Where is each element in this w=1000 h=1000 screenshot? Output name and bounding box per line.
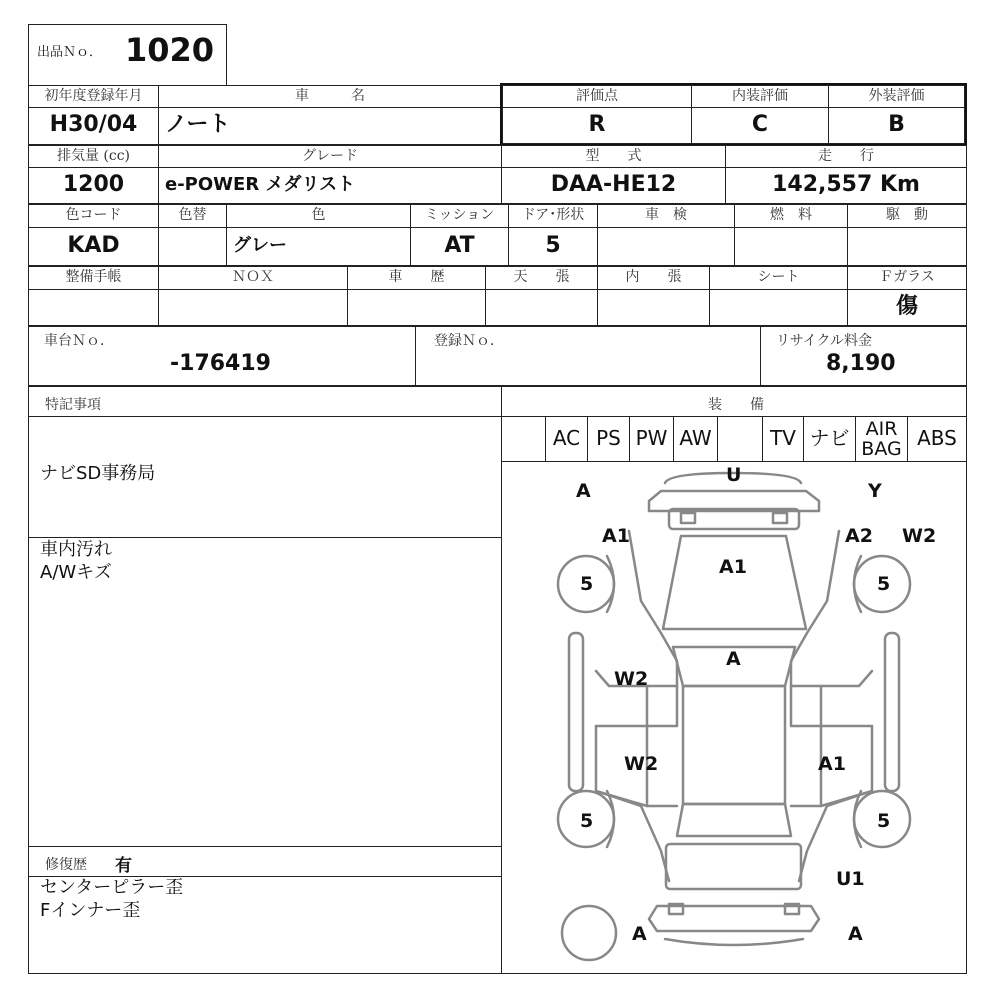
history-value bbox=[347, 289, 486, 326]
interior-trim-label: 内 張 bbox=[597, 266, 710, 290]
lot-box bbox=[28, 24, 227, 85]
score-value: R bbox=[502, 107, 692, 144]
mark-left-front-door: W2 bbox=[614, 668, 649, 690]
equip-ps: PS bbox=[587, 416, 630, 462]
equip-abs: ABS bbox=[907, 416, 967, 462]
mark-tire-fl: 5 bbox=[580, 573, 594, 595]
repair-header bbox=[28, 846, 502, 877]
recolor-label: 色替 bbox=[158, 204, 227, 228]
grade-value: e-POWER メダリスト bbox=[158, 167, 502, 204]
chassis-label: 車台Ｎｏ． bbox=[44, 333, 114, 349]
mark-front-left: A bbox=[576, 480, 591, 502]
equip-navi: ナビ bbox=[803, 416, 856, 462]
equip-tv: TV bbox=[762, 416, 804, 462]
exterior-score-label: 外装評価 bbox=[828, 85, 965, 108]
left-front-door-shape bbox=[596, 686, 677, 726]
seat-label: シート bbox=[709, 266, 848, 290]
mark-left-front-fender: A1 bbox=[602, 525, 630, 547]
seat-value bbox=[709, 289, 848, 326]
reg-number-label: 登録Ｎｏ． bbox=[434, 333, 504, 349]
nox-value bbox=[158, 289, 348, 326]
mark-right-front-fender-2: W2 bbox=[902, 525, 937, 547]
mileage-value: 142,557 Km bbox=[725, 167, 967, 204]
door-shape-label: ドア･形状 bbox=[508, 204, 598, 228]
notes-header bbox=[28, 386, 502, 417]
front-glass-label: Ｆガラス bbox=[847, 266, 967, 290]
mark-front-right: Y bbox=[868, 480, 882, 502]
color-value: グレー bbox=[226, 227, 411, 266]
repair-line-1: センターピラー歪 bbox=[40, 877, 184, 898]
notes-line-3: A/Wキズ bbox=[40, 562, 112, 583]
color-label: 色 bbox=[226, 204, 411, 228]
right-front-door-shape bbox=[791, 686, 872, 726]
mark-right-rear-door: A1 bbox=[818, 753, 846, 775]
mark-rear-right-2: A bbox=[848, 923, 863, 945]
equip-ac: AC bbox=[545, 416, 588, 462]
displacement-value: 1200 bbox=[28, 167, 159, 204]
fuel-label: 燃 料 bbox=[734, 204, 848, 228]
interior-score-label: 内装評価 bbox=[691, 85, 829, 108]
transmission-label: ミッション bbox=[410, 204, 509, 228]
equip-blank-1 bbox=[501, 416, 546, 462]
right-rocker-shape bbox=[885, 633, 899, 791]
hatch-shape bbox=[666, 844, 801, 889]
repair-line-2: Fインナー歪 bbox=[40, 900, 141, 921]
rear-window-shape bbox=[677, 804, 791, 836]
mark-rear-right: U1 bbox=[836, 868, 865, 890]
recycle-value: 8,190 bbox=[826, 351, 896, 376]
left-rocker-shape bbox=[569, 633, 583, 791]
mark-left-rear-door: W2 bbox=[624, 753, 659, 775]
score-label: 評価点 bbox=[502, 85, 692, 108]
lot-label: 出品Ｎｏ． bbox=[37, 45, 103, 60]
equip-aw: AW bbox=[673, 416, 718, 462]
mark-hood: A1 bbox=[719, 556, 747, 578]
drive-value bbox=[847, 227, 967, 266]
mark-tire-rl: 5 bbox=[580, 810, 594, 832]
roof-shape bbox=[683, 686, 785, 804]
mark-windshield: A bbox=[726, 648, 741, 670]
car-name-value: ノート bbox=[158, 107, 502, 145]
mark-right-front-fender: A2 bbox=[845, 525, 873, 547]
recolor-value bbox=[158, 227, 227, 266]
inspection-label: 車 検 bbox=[597, 204, 735, 228]
repair-label: 修復歴 bbox=[45, 857, 87, 873]
grade-label: グレード bbox=[158, 145, 502, 168]
exterior-score-value: B bbox=[828, 107, 965, 144]
maintenance-book-label: 整備手帳 bbox=[28, 266, 159, 290]
model-value: DAA-HE12 bbox=[501, 167, 726, 204]
mark-front-center: U bbox=[726, 464, 742, 486]
equip-airbag-line1: AIR bbox=[865, 418, 898, 440]
transmission-value: AT bbox=[410, 227, 509, 266]
equipment-header bbox=[501, 386, 967, 417]
color-code-label: 色コード bbox=[28, 204, 159, 228]
car-diagram bbox=[501, 461, 967, 974]
mark-tire-fr: 5 bbox=[877, 573, 891, 595]
model-label: 型 式 bbox=[501, 145, 726, 168]
chassis-value: -176419 bbox=[170, 351, 271, 376]
repair-value: 有 bbox=[115, 856, 132, 876]
equip-pw: PW bbox=[629, 416, 674, 462]
reg-date-value: H30/04 bbox=[28, 107, 159, 145]
color-code-value: KAD bbox=[28, 227, 159, 266]
inspection-value bbox=[597, 227, 735, 266]
equipment-label: 装 備 bbox=[708, 397, 764, 413]
door-shape-value: 5 bbox=[508, 227, 598, 266]
equip-airbag-line2: BAG bbox=[861, 438, 902, 460]
recycle-label: リサイクル料金 bbox=[776, 333, 873, 349]
interior-score-value: C bbox=[691, 107, 829, 144]
displacement-label: 排気量 (cc) bbox=[28, 145, 159, 168]
nox-label: ＮＯＸ bbox=[158, 266, 348, 290]
car-name-label: 車 名 bbox=[158, 85, 502, 108]
notes-line-1: ナビSD事務局 bbox=[40, 463, 156, 484]
interior-trim-value bbox=[597, 289, 710, 326]
notes-label: 特記事項 bbox=[45, 397, 101, 413]
roof-lining-label: 天 張 bbox=[485, 266, 598, 290]
equip-airbag bbox=[855, 416, 908, 462]
front-glass-value: 傷 bbox=[847, 289, 967, 326]
rear-bumper-shape bbox=[649, 906, 819, 931]
history-label: 車 歴 bbox=[347, 266, 486, 290]
hood-shape bbox=[663, 536, 806, 629]
equip-blank-2 bbox=[717, 416, 763, 462]
fuel-value bbox=[734, 227, 848, 266]
roof-lining-value bbox=[485, 289, 598, 326]
spare-tire-shape bbox=[562, 906, 616, 960]
lot-number: 1020 bbox=[125, 31, 215, 69]
mileage-label: 走 行 bbox=[725, 145, 967, 168]
reg-date-label: 初年度登録年月 bbox=[28, 85, 159, 108]
drive-label: 駆 動 bbox=[847, 204, 967, 228]
mark-tire-rr: 5 bbox=[877, 810, 891, 832]
mark-rear-left: A bbox=[632, 923, 647, 945]
maintenance-book-value bbox=[28, 289, 159, 326]
notes-line-2: 車内汚れ bbox=[40, 539, 112, 560]
